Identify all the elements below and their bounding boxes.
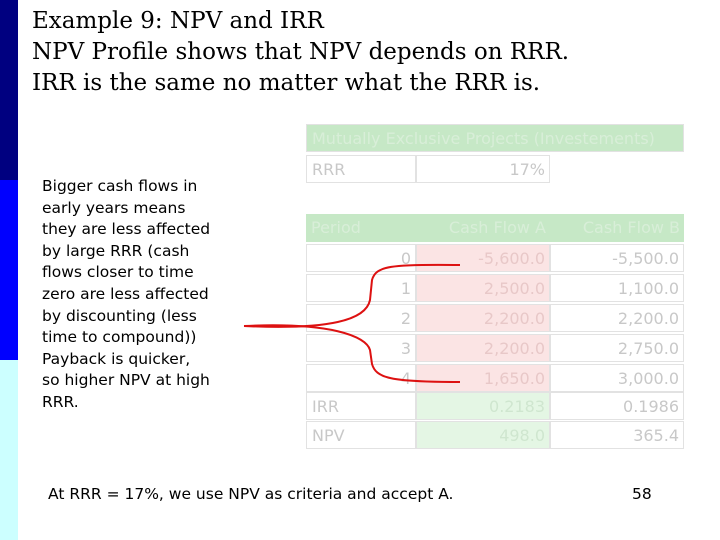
cash-a-value: 1,650.0 <box>483 369 545 388</box>
cash-a-value: -5,600.0 <box>478 249 545 268</box>
npv-a-value: 498.0 <box>499 426 545 445</box>
cash-b-value: 1,100.0 <box>617 279 679 298</box>
conclusion-text: At RRR = 17%, we use NPV as criteria and accept A. <box>48 485 454 503</box>
note-line: by discounting (less <box>42 306 197 325</box>
note-line: Bigger cash flows in <box>42 177 198 195</box>
title-line-3: IRR is the same no matter what the RRR is. <box>32 70 541 96</box>
period-value: 4 <box>400 369 411 388</box>
cash-a-value: 2,200.0 <box>483 339 545 358</box>
note-line: so higher NPV at high <box>42 371 210 390</box>
table-title: Mutually Exclusive Projects (Investements) <box>312 129 655 148</box>
note-line: zero are less affected <box>42 284 209 303</box>
period-value: 3 <box>400 339 411 358</box>
irr-b-value: 0.1986 <box>623 397 679 416</box>
cash-b-value: 3,000.0 <box>617 369 679 388</box>
irr-label: IRR <box>312 397 339 416</box>
note-line: RRR. <box>42 392 79 411</box>
cash-b-value: 2,200.0 <box>617 309 679 328</box>
title-line-2: NPV Profile shows that NPV depends on RRR. <box>32 39 570 65</box>
cash-b-value: -5,500.0 <box>612 249 679 268</box>
rrr-value: 17% <box>509 160 545 179</box>
note-line: time to compound)) <box>42 328 197 347</box>
npv-label: NPV <box>312 426 345 445</box>
note-line: by large RRR (cash <box>42 241 190 260</box>
period-value: 1 <box>400 279 411 298</box>
cash-b-value: 2,750.0 <box>617 339 679 358</box>
npv-b-value: 365.4 <box>633 426 679 445</box>
page-number: 58 <box>632 485 652 503</box>
period-value: 0 <box>400 249 411 268</box>
note-line: Payback is quicker, <box>42 349 191 368</box>
period-value: 2 <box>400 309 411 328</box>
note-line: they are less affected <box>42 220 211 239</box>
note-line: early years means <box>42 198 186 217</box>
col-header-b-label: Cash Flow B <box>582 218 680 237</box>
cash-a-value: 2,200.0 <box>483 309 545 328</box>
title-line-1: Example 9: NPV and IRR <box>32 8 324 34</box>
bracket-arm-top <box>244 265 460 327</box>
cash-a-value: 2,500.0 <box>483 279 545 298</box>
note-line: flows closer to time <box>42 263 194 282</box>
bracket-arm-bottom <box>244 325 460 382</box>
col-header-a-label: Cash Flow A <box>448 218 546 237</box>
rrr-label: RRR <box>312 160 346 179</box>
irr-a-value: 0.2183 <box>489 397 545 416</box>
col-header-period-label: Period <box>311 218 361 237</box>
